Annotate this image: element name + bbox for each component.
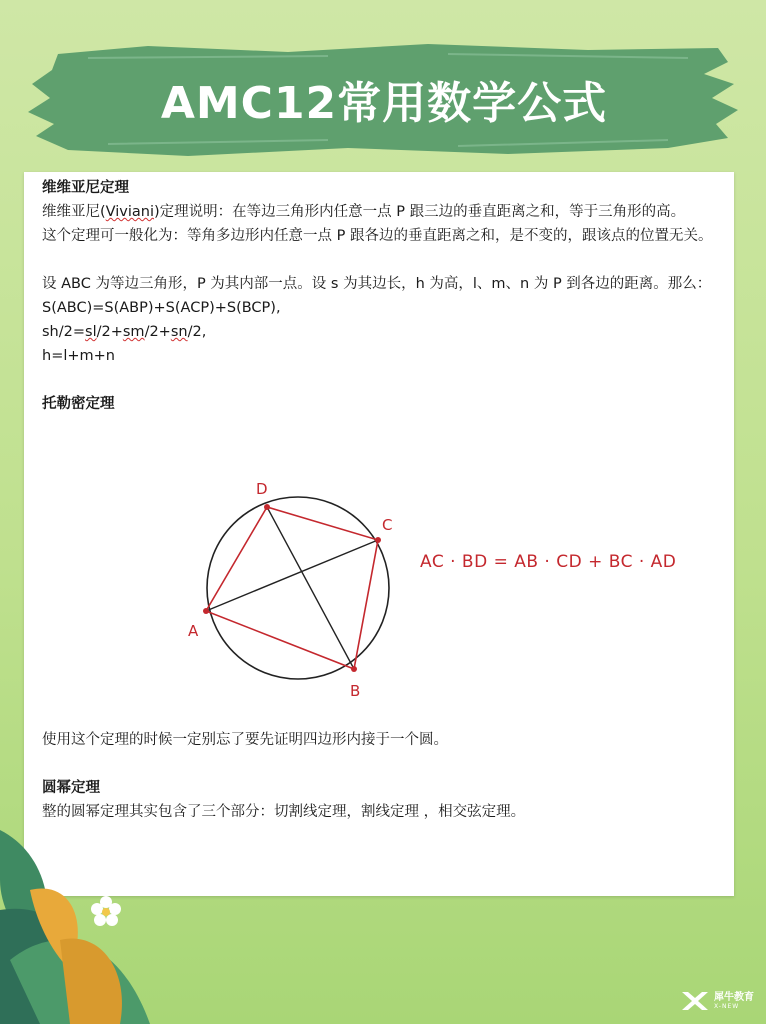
vertex-dot-b <box>351 666 357 672</box>
rhino-logo-icon <box>680 988 710 1014</box>
logo-subtitle: X-NEW <box>714 1002 740 1010</box>
diagonal-ac <box>206 540 378 611</box>
quadrilateral-abcd <box>206 507 378 669</box>
title-banner <box>28 40 740 158</box>
decorative-leaves <box>0 790 200 1024</box>
viviani-paragraph-3: 设 ABC 为等边三角形，P 为其内部一点。设 s 为其边长，h 为高，l、m、n 为 P 到各边的距离。那么：S(ABC)=S(ABP)+S(ACP)+S(BCP), <box>42 276 712 316</box>
viviani-paragraph-1: 维维亚尼(Viviani)定理说明：在等边三角形内任意一点 P 跟三边的垂直距离之和，等于三角形的高。 <box>42 204 686 220</box>
viviani-paragraph-2: 这个定理可一般化为：等角多边形内任意一点 P 跟各边的垂直距离之和，是不变的，跟该点的位置无关。 <box>42 228 713 244</box>
logo-name: 犀牛教育 <box>714 991 754 1003</box>
page-title: AMC12常用数学公式 <box>160 78 608 129</box>
vertex-label-c: C <box>382 516 393 534</box>
power-heading: 圆幂定理 <box>42 780 100 796</box>
vertex-label-a: A <box>188 622 199 640</box>
viviani-equation-2: h=l+m+n <box>42 348 115 364</box>
viviani-term: Viviani <box>105 204 155 220</box>
vertex-dot-a <box>203 608 209 614</box>
ptolemy-heading: 托勒密定理 <box>42 396 115 412</box>
vertex-label-d: D <box>256 480 268 498</box>
vertex-dot-c <box>375 537 381 543</box>
brand-logo <box>680 988 754 1014</box>
ptolemy-formula: AC · BD = AB · CD + BC · AD <box>420 552 677 572</box>
viviani-equation-1: sh/2=sl/2+sm/2+sn/2, <box>42 324 207 340</box>
flower-icon <box>91 896 121 926</box>
ptolemy-figure <box>42 422 716 708</box>
vertex-dot-d <box>264 504 270 510</box>
document-content <box>42 176 716 824</box>
viviani-heading: 维维亚尼定理 <box>42 180 129 196</box>
document-card <box>24 172 734 896</box>
circumcircle <box>207 497 389 679</box>
vertex-label-b: B <box>350 682 361 700</box>
ptolemy-note: 使用这个定理的时候一定别忘了要先证明四边形内接于一个圆。 <box>42 732 448 748</box>
diagonal-bd <box>267 507 354 669</box>
power-text: 整的圆幂定理其实包含了三个部分：切割线定理，割线定理 ，相交弦定理。 <box>42 804 526 820</box>
